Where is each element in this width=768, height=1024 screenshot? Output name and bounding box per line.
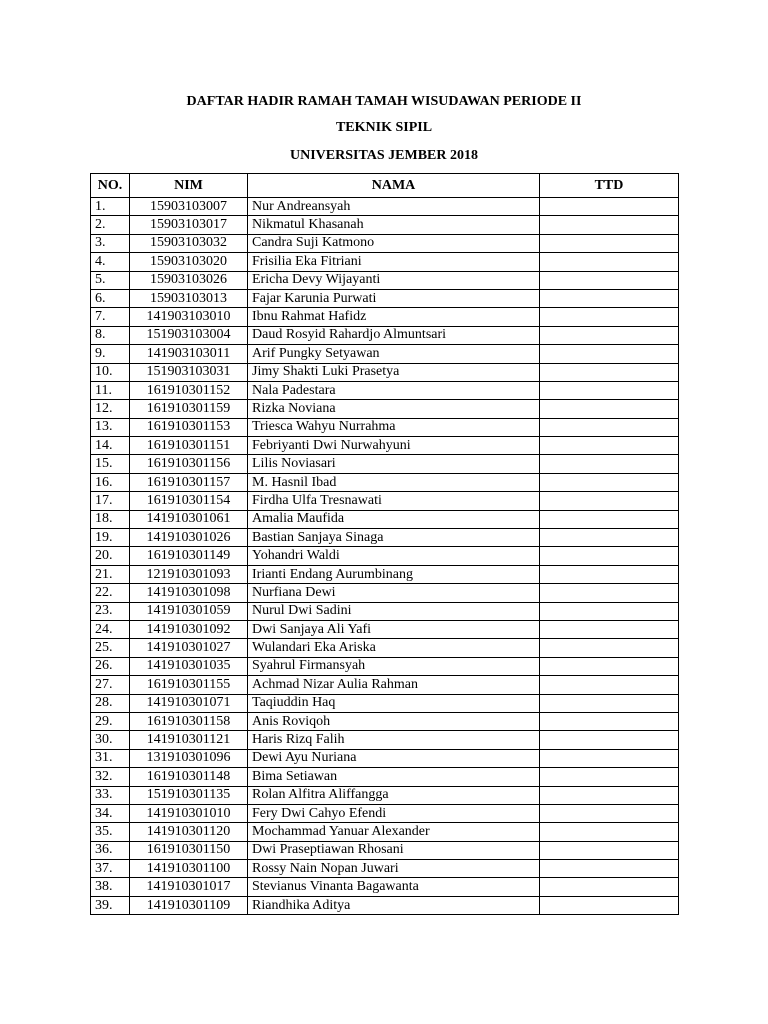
row-number-cell: 14.: [91, 437, 130, 455]
signature-cell[interactable]: [540, 381, 679, 399]
row-number-cell: 26.: [91, 657, 130, 675]
table-row: [91, 271, 679, 289]
name-cell: Riandhika Aditya: [248, 896, 540, 914]
table-row: [91, 804, 679, 822]
signature-cell[interactable]: [540, 253, 679, 271]
signature-cell[interactable]: [540, 676, 679, 694]
row-number-cell: 2.: [91, 216, 130, 234]
table-row: [91, 547, 679, 565]
row-number-cell: 21.: [91, 565, 130, 583]
row-number-cell: 4.: [91, 253, 130, 271]
signature-cell[interactable]: [540, 510, 679, 528]
signature-cell[interactable]: [540, 565, 679, 583]
nim-cell: 131910301096: [130, 749, 248, 767]
table-row: [91, 308, 679, 326]
name-cell: Lilis Noviasari: [248, 455, 540, 473]
signature-cell[interactable]: [540, 878, 679, 896]
nim-cell: 141910301035: [130, 657, 248, 675]
row-number-cell: 20.: [91, 547, 130, 565]
signature-cell[interactable]: [540, 455, 679, 473]
nim-cell: 141910301098: [130, 584, 248, 602]
row-number-cell: 36.: [91, 841, 130, 859]
row-number-cell: 27.: [91, 676, 130, 694]
name-cell: Dwi Praseptiawan Rhosani: [248, 841, 540, 859]
nim-cell: 141910301010: [130, 804, 248, 822]
row-number-cell: 28.: [91, 694, 130, 712]
name-cell: Rossy Nain Nopan Juwari: [248, 860, 540, 878]
table-row: [91, 289, 679, 307]
signature-cell[interactable]: [540, 841, 679, 859]
nim-cell: 141910301027: [130, 639, 248, 657]
table-row: [91, 841, 679, 859]
table-row: [91, 731, 679, 749]
name-cell: Arif Pungky Setyawan: [248, 345, 540, 363]
nim-cell: 141910301121: [130, 731, 248, 749]
nim-cell: 141903103010: [130, 308, 248, 326]
nim-cell: 141910301026: [130, 529, 248, 547]
signature-cell[interactable]: [540, 529, 679, 547]
signature-cell[interactable]: [540, 198, 679, 216]
attendance-table: [90, 173, 679, 915]
name-cell: Bastian Sanjaya Sinaga: [248, 529, 540, 547]
nim-cell: 161910301159: [130, 400, 248, 418]
table-row: [91, 657, 679, 675]
nim-cell: 161910301155: [130, 676, 248, 694]
signature-cell[interactable]: [540, 216, 679, 234]
signature-cell[interactable]: [540, 768, 679, 786]
row-number-cell: 31.: [91, 749, 130, 767]
nim-cell: 151903103004: [130, 326, 248, 344]
document-title: DAFTAR HADIR RAMAH TAMAH WISUDAWAN PERIODE II: [186, 94, 582, 109]
signature-cell[interactable]: [540, 308, 679, 326]
column-header-no: NO.: [91, 174, 130, 198]
row-number-cell: 25.: [91, 639, 130, 657]
row-number-cell: 16.: [91, 473, 130, 491]
name-cell: Dewi Ayu Nuriana: [248, 749, 540, 767]
name-cell: Dwi Sanjaya Ali Yafi: [248, 620, 540, 638]
column-header-nama: NAMA: [248, 174, 540, 198]
nim-cell: 161910301153: [130, 418, 248, 436]
row-number-cell: 33.: [91, 786, 130, 804]
signature-cell[interactable]: [540, 345, 679, 363]
name-cell: Syahrul Firmansyah: [248, 657, 540, 675]
row-number-cell: 15.: [91, 455, 130, 473]
table-row: [91, 565, 679, 583]
row-number-cell: 22.: [91, 584, 130, 602]
name-cell: Mochammad Yanuar Alexander: [248, 823, 540, 841]
table-row: [91, 198, 679, 216]
nim-cell: 161910301158: [130, 712, 248, 730]
table-header-row: [91, 174, 679, 198]
row-number-cell: 32.: [91, 768, 130, 786]
name-cell: Frisilia Eka Fitriani: [248, 253, 540, 271]
table-row: [91, 896, 679, 914]
name-cell: Triesca Wahyu Nurrahma: [248, 418, 540, 436]
signature-cell[interactable]: [540, 492, 679, 510]
signature-cell[interactable]: [540, 694, 679, 712]
row-number-cell: 1.: [91, 198, 130, 216]
signature-cell[interactable]: [540, 749, 679, 767]
row-number-cell: 24.: [91, 620, 130, 638]
row-number-cell: 6.: [91, 289, 130, 307]
name-cell: Irianti Endang Aurumbinang: [248, 565, 540, 583]
table-row: [91, 584, 679, 602]
table-row: [91, 694, 679, 712]
name-cell: Fery Dwi Cahyo Efendi: [248, 804, 540, 822]
signature-cell[interactable]: [540, 363, 679, 381]
signature-cell[interactable]: [540, 437, 679, 455]
nim-cell: 141910301092: [130, 620, 248, 638]
signature-cell[interactable]: [540, 712, 679, 730]
name-cell: Rizka Noviana: [248, 400, 540, 418]
name-cell: Nurul Dwi Sadini: [248, 602, 540, 620]
signature-cell[interactable]: [540, 418, 679, 436]
row-number-cell: 10.: [91, 363, 130, 381]
nim-cell: 141910301120: [130, 823, 248, 841]
nim-cell: 141903103011: [130, 345, 248, 363]
nim-cell: 161910301149: [130, 547, 248, 565]
signature-cell[interactable]: [540, 620, 679, 638]
row-number-cell: 37.: [91, 860, 130, 878]
table-row: [91, 620, 679, 638]
signature-cell[interactable]: [540, 639, 679, 657]
table-row: [91, 676, 679, 694]
table-row: [91, 473, 679, 491]
name-cell: Haris Rizq Falih: [248, 731, 540, 749]
row-number-cell: 35.: [91, 823, 130, 841]
nim-cell: 161910301148: [130, 768, 248, 786]
table-row: [91, 326, 679, 344]
name-cell: Bima Setiawan: [248, 768, 540, 786]
signature-cell[interactable]: [540, 400, 679, 418]
document-subtitle-department: TEKNIK SIPIL: [335, 120, 433, 135]
name-cell: Yohandri Waldi: [248, 547, 540, 565]
row-number-cell: 8.: [91, 326, 130, 344]
row-number-cell: 11.: [91, 381, 130, 399]
nim-cell: 15903103032: [130, 234, 248, 252]
table-row: [91, 510, 679, 528]
table-row: [91, 786, 679, 804]
nim-cell: 141910301100: [130, 860, 248, 878]
name-cell: Daud Rosyid Rahardjo Almuntsari: [248, 326, 540, 344]
row-number-cell: 9.: [91, 345, 130, 363]
name-cell: Amalia Maufida: [248, 510, 540, 528]
name-cell: Rolan Alfitra Aliffangga: [248, 786, 540, 804]
table-row: [91, 253, 679, 271]
column-header-nim: NIM: [130, 174, 248, 198]
row-number-cell: 13.: [91, 418, 130, 436]
name-cell: Jimy Shakti Luki Prasetya: [248, 363, 540, 381]
document-subtitle-university: UNIVERSITAS JEMBER 2018: [290, 148, 478, 163]
signature-cell[interactable]: [540, 657, 679, 675]
nim-cell: 161910301154: [130, 492, 248, 510]
table-row: [91, 381, 679, 399]
signature-cell[interactable]: [540, 473, 679, 491]
nim-cell: 151910301135: [130, 786, 248, 804]
table-row: [91, 234, 679, 252]
table-row: [91, 418, 679, 436]
nim-cell: 15903103020: [130, 253, 248, 271]
table-row: [91, 529, 679, 547]
signature-cell[interactable]: [540, 804, 679, 822]
table-row: [91, 437, 679, 455]
name-cell: Anis Roviqoh: [248, 712, 540, 730]
signature-cell[interactable]: [540, 271, 679, 289]
name-cell: Firdha Ulfa Tresnawati: [248, 492, 540, 510]
table-row: [91, 712, 679, 730]
row-number-cell: 34.: [91, 804, 130, 822]
nim-cell: 141910301109: [130, 896, 248, 914]
nim-cell: 161910301150: [130, 841, 248, 859]
row-number-cell: 5.: [91, 271, 130, 289]
table-row: [91, 878, 679, 896]
table-row: [91, 860, 679, 878]
table-row: [91, 768, 679, 786]
nim-cell: 161910301157: [130, 473, 248, 491]
name-cell: Achmad Nizar Aulia Rahman: [248, 676, 540, 694]
name-cell: Nala Padestara: [248, 381, 540, 399]
nim-cell: 141910301017: [130, 878, 248, 896]
signature-cell[interactable]: [540, 860, 679, 878]
name-cell: Candra Suji Katmono: [248, 234, 540, 252]
name-cell: Febriyanti Dwi Nurwahyuni: [248, 437, 540, 455]
nim-cell: 141910301059: [130, 602, 248, 620]
table-row: [91, 216, 679, 234]
signature-cell[interactable]: [540, 602, 679, 620]
nim-cell: 15903103026: [130, 271, 248, 289]
table-row: [91, 639, 679, 657]
name-cell: Nikmatul Khasanah: [248, 216, 540, 234]
table-row: [91, 455, 679, 473]
nim-cell: 121910301093: [130, 565, 248, 583]
signature-cell[interactable]: [540, 326, 679, 344]
nim-cell: 161910301152: [130, 381, 248, 399]
row-number-cell: 18.: [91, 510, 130, 528]
name-cell: Ericha Devy Wijayanti: [248, 271, 540, 289]
nim-cell: 15903103017: [130, 216, 248, 234]
nim-cell: 15903103013: [130, 289, 248, 307]
row-number-cell: 30.: [91, 731, 130, 749]
signature-cell[interactable]: [540, 823, 679, 841]
nim-cell: 161910301151: [130, 437, 248, 455]
name-cell: Nur Andreansyah: [248, 198, 540, 216]
row-number-cell: 19.: [91, 529, 130, 547]
nim-cell: 151903103031: [130, 363, 248, 381]
table-body: [91, 198, 679, 915]
table-row: [91, 400, 679, 418]
table-row: [91, 363, 679, 381]
row-number-cell: 29.: [91, 712, 130, 730]
table-row: [91, 345, 679, 363]
nim-cell: 161910301156: [130, 455, 248, 473]
signature-cell[interactable]: [540, 786, 679, 804]
table-row: [91, 749, 679, 767]
row-number-cell: 17.: [91, 492, 130, 510]
name-cell: Ibnu Rahmat Hafidz: [248, 308, 540, 326]
name-cell: Taqiuddin Haq: [248, 694, 540, 712]
nim-cell: 15903103007: [130, 198, 248, 216]
name-cell: Nurfiana Dewi: [248, 584, 540, 602]
row-number-cell: 7.: [91, 308, 130, 326]
signature-cell[interactable]: [540, 584, 679, 602]
row-number-cell: 23.: [91, 602, 130, 620]
column-header-ttd: TTD: [540, 174, 679, 198]
signature-cell[interactable]: [540, 547, 679, 565]
row-number-cell: 3.: [91, 234, 130, 252]
table-row: [91, 823, 679, 841]
signature-cell[interactable]: [540, 731, 679, 749]
row-number-cell: 12.: [91, 400, 130, 418]
signature-cell[interactable]: [540, 234, 679, 252]
name-cell: Fajar Karunia Purwati: [248, 289, 540, 307]
name-cell: Stevianus Vinanta Bagawanta: [248, 878, 540, 896]
nim-cell: 141910301061: [130, 510, 248, 528]
row-number-cell: 38.: [91, 878, 130, 896]
signature-cell[interactable]: [540, 896, 679, 914]
table-row: [91, 492, 679, 510]
name-cell: Wulandari Eka Ariska: [248, 639, 540, 657]
name-cell: M. Hasnil Ibad: [248, 473, 540, 491]
signature-cell[interactable]: [540, 289, 679, 307]
row-number-cell: 39.: [91, 896, 130, 914]
table-row: [91, 602, 679, 620]
nim-cell: 141910301071: [130, 694, 248, 712]
